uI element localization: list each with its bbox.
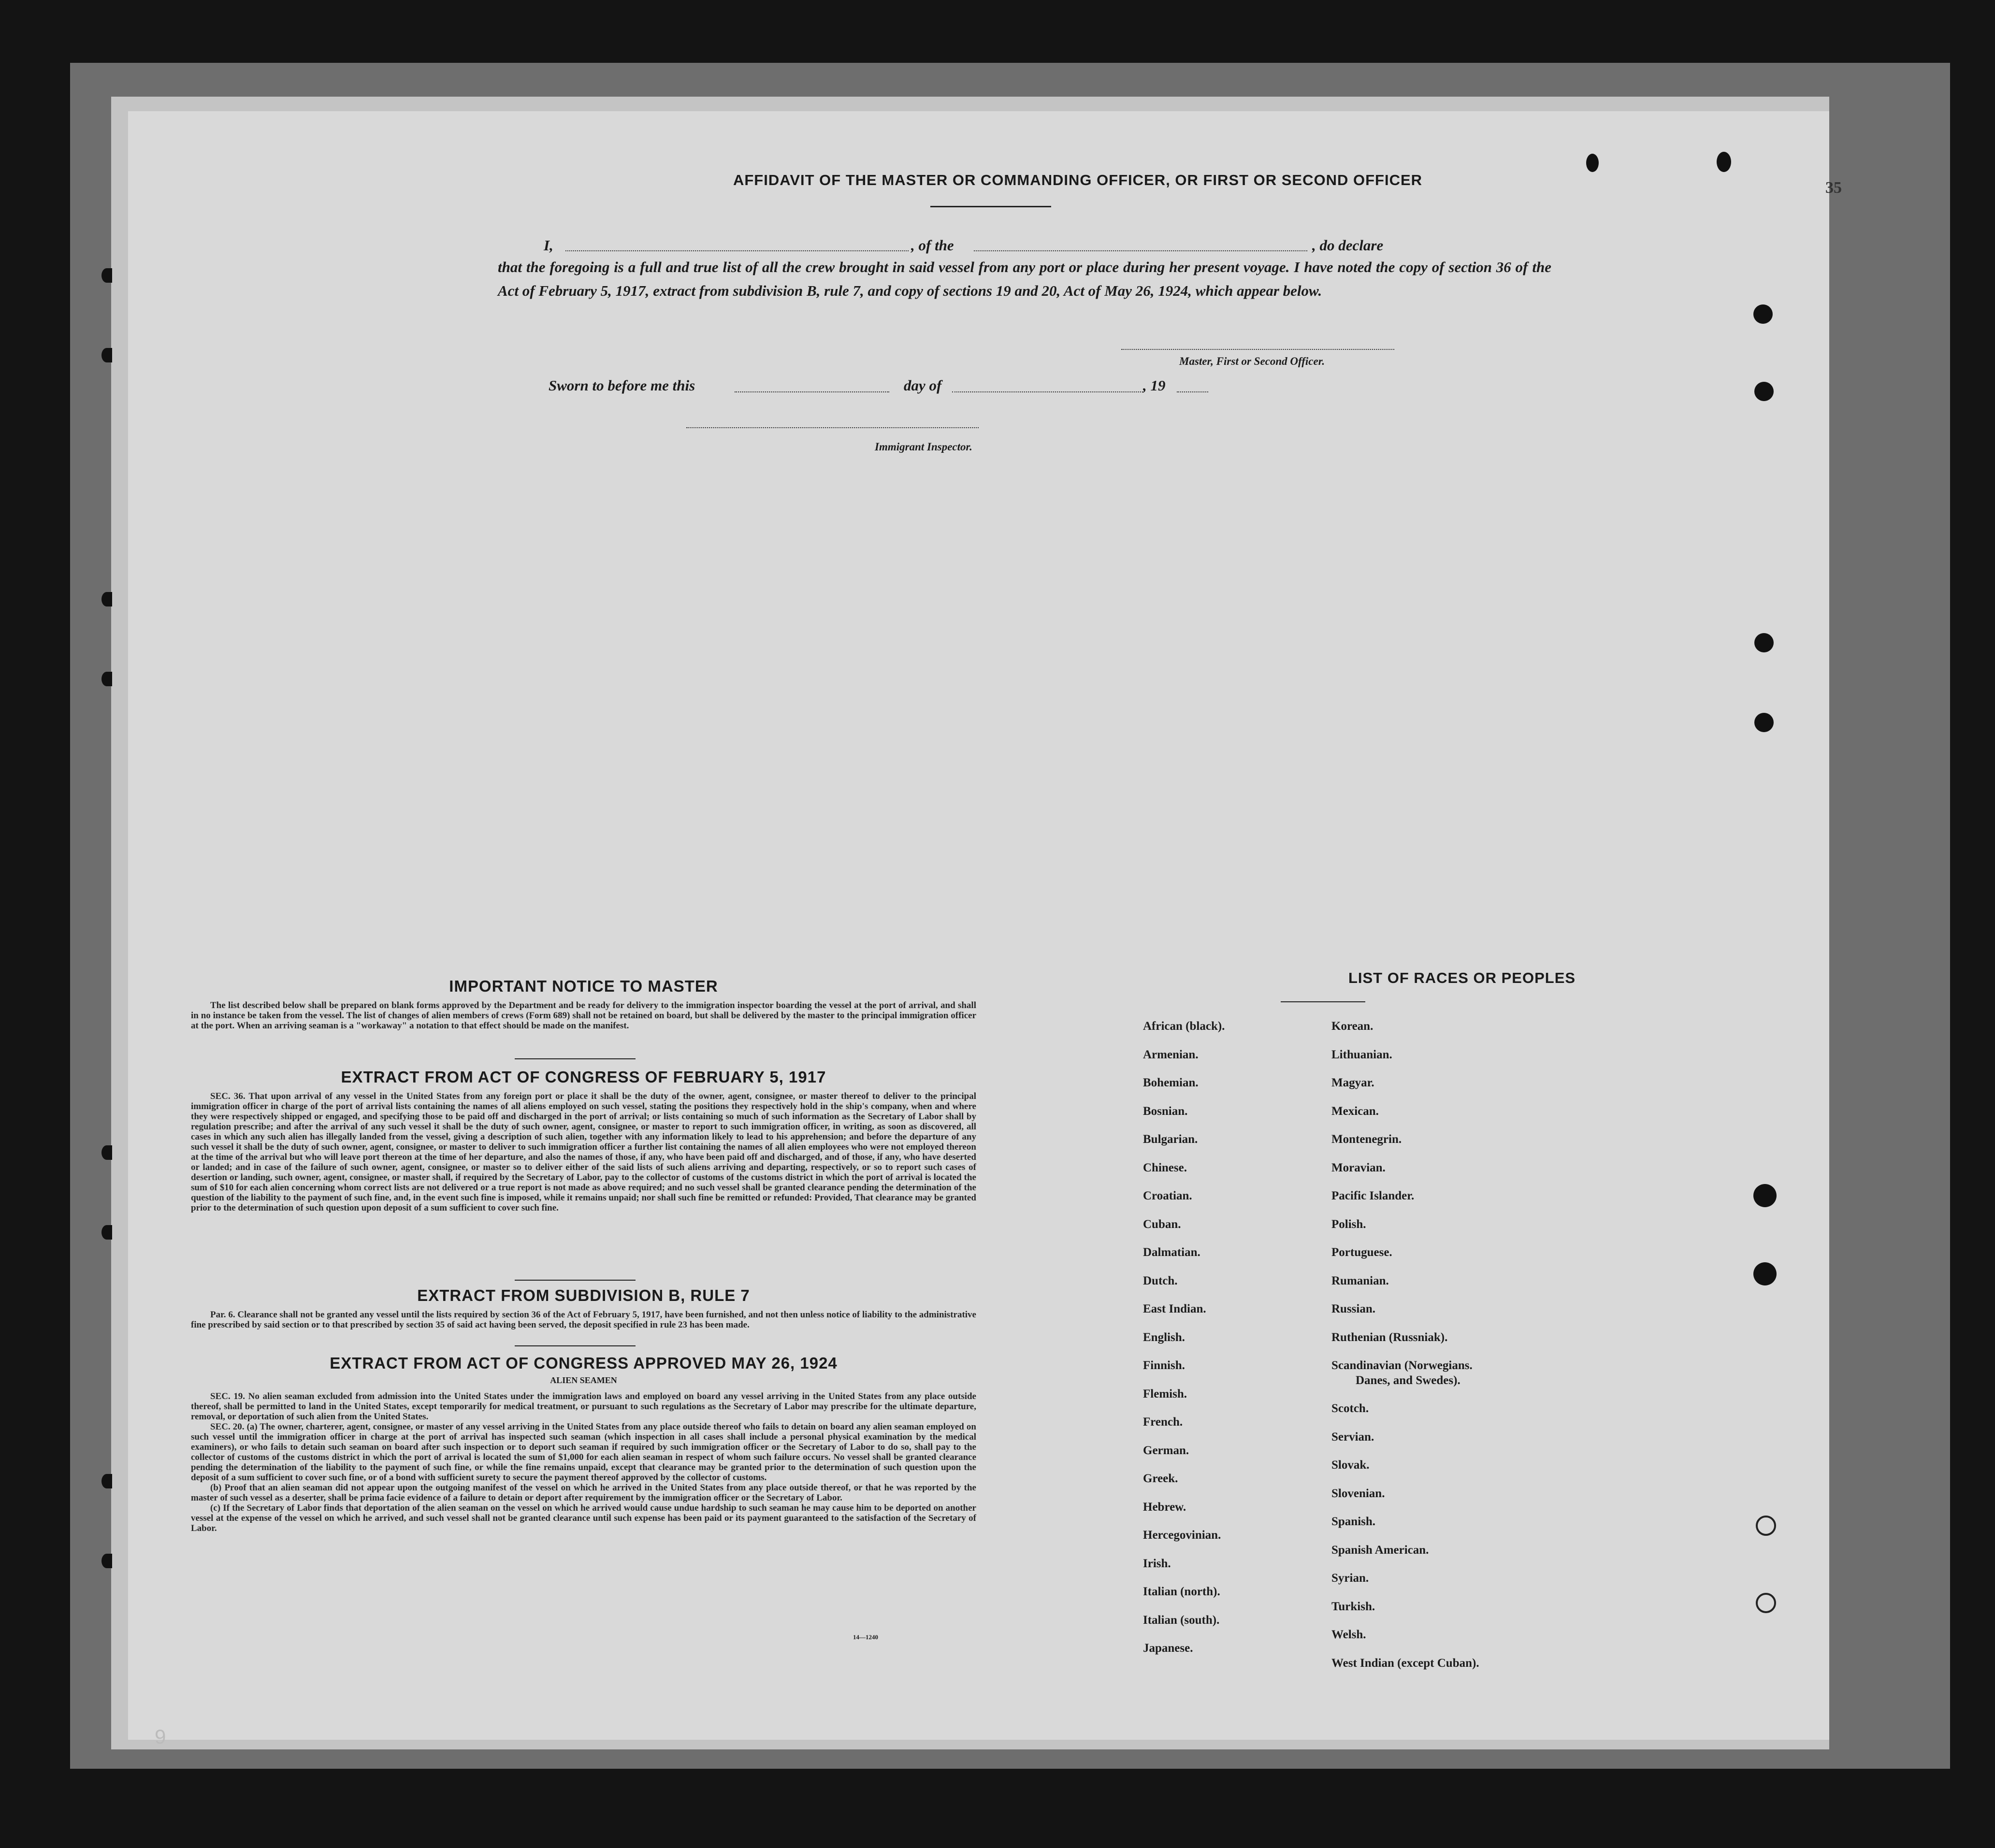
declaration-body: that the foregoing is a full and true list of all the crew brought in said vessel from any port or place during her present voyage. I have noted the copy of section 36 of the Act of February 5, 1917, extract from subdivision B, rule 7, and copy of sections 19 and 20, Act of May 26, 1924, which appear below. (498, 259, 1551, 299)
declaration-i: I, (544, 237, 553, 254)
name-fill-line (565, 250, 909, 251)
notice-title: IMPORTANT NOTICE TO MASTER (449, 977, 718, 995)
races-rule (1281, 1001, 1365, 1002)
race-item: Italian (south). (1143, 1613, 1220, 1627)
race-item: English. (1143, 1330, 1185, 1344)
race-item: West Indian (except Cuban). (1331, 1656, 1479, 1670)
races-title: LIST OF RACES OR PEOPLES (1348, 969, 1576, 986)
race-item: Scotch. (1331, 1402, 1369, 1415)
extract-1924-section (191, 1354, 976, 1533)
race-item: Rumanian. (1331, 1274, 1389, 1287)
race-item: Danes, and Swedes). (1356, 1373, 1460, 1387)
race-item: Chinese. (1143, 1161, 1187, 1174)
race-item: Servian. (1331, 1430, 1374, 1444)
race-item: African (black). (1143, 1020, 1225, 1033)
extract-rule7-paragraph: Par. 6. Clearance shall not be granted any vessel until the lists required by section 36 of the Act of February 5, 1917, have been furnished, and not then unless notice of liability to the administrative fine prescribed by said section or to that prescribed by section 35 of said act having been served, the deposit specified in rule 23 has been made. (191, 1310, 976, 1330)
race-item: East Indian. (1143, 1302, 1206, 1315)
extract-rule7-section (191, 1286, 976, 1330)
race-item: Scandinavian (Norwegians. (1331, 1359, 1473, 1372)
race-item: German. (1143, 1444, 1189, 1457)
race-item: Spanish. (1331, 1515, 1376, 1528)
extract-1924-sec19: SEC. 19. No alien seaman excluded from admission into the United States under the immigration laws and employed on board any vessel arriving in the United States from any place outside thereof, shall be permitted to land in the United States, except temporarily for medical treatment, or pursuant to such regulations as the Secretary of Labor may prescribe for the ultimate departure, removal, or deportation of such alien from the United States. (191, 1391, 976, 1422)
race-item: Bosnian. (1143, 1104, 1188, 1118)
race-item: Irish. (1143, 1557, 1171, 1570)
sworn-year: , 19 (1143, 377, 1166, 394)
extract-1924-subtitle: ALIEN SEAMEN (550, 1375, 617, 1385)
inspector-signature-line (686, 427, 979, 428)
extract-rule7-title: EXTRACT FROM SUBDIVISION B, RULE 7 (417, 1286, 750, 1304)
extract-1924-sec20c: (c) If the Secretary of Labor finds that deportation of the alien seaman on the vessel on which he arrived would cause undue hardship to such seaman he may cause him to be deported on another vessel at the expense of the vessel on which he arrived, and such vessel shall not be granted clearance until such expense has been paid or its payment guaranteed to the satisfaction of the Secretary of Labor. (191, 1503, 976, 1533)
race-item: Korean. (1331, 1020, 1373, 1033)
race-item: Armenian. (1143, 1048, 1199, 1061)
extract-1917-rule (515, 1280, 636, 1281)
extract-rule7-rule (515, 1345, 636, 1346)
race-item: Japanese. (1143, 1642, 1193, 1655)
document-sheet (128, 111, 1842, 1740)
race-item: Moravian. (1331, 1161, 1386, 1174)
race-item: Pacific Islander. (1331, 1189, 1415, 1202)
master-signature-label: Master, First or Second Officer. (1179, 355, 1325, 367)
vessel-fill-line (974, 250, 1307, 251)
race-item: Polish. (1331, 1217, 1366, 1231)
declaration-do-declare: , do declare (1312, 237, 1384, 254)
extract-rule7-text (191, 1310, 976, 1330)
race-item: Montenegrin. (1331, 1133, 1402, 1146)
race-item: Hercegovinian. (1143, 1529, 1221, 1542)
page-corner-number: 35 (1825, 179, 1842, 197)
race-item: Croatian. (1143, 1189, 1192, 1202)
title-rule (930, 206, 1051, 207)
race-item: Portuguese. (1331, 1246, 1392, 1259)
race-item: Welsh. (1331, 1628, 1366, 1641)
notice-text (191, 1000, 976, 1031)
race-item: Bohemian. (1143, 1076, 1199, 1089)
race-item: Dutch. (1143, 1274, 1178, 1287)
extract-1924-title: EXTRACT FROM ACT OF CONGRESS APPROVED MAY 26, 1924 (330, 1354, 838, 1372)
race-item: Syrian. (1331, 1572, 1369, 1585)
race-item: Dalmatian. (1143, 1246, 1200, 1259)
affidavit-title: AFFIDAVIT OF THE MASTER OR COMMANDING OFFICER, OR FIRST OR SECOND OFFICER (733, 172, 1423, 188)
notice-paragraph: The list described below shall be prepared on blank forms approved by the Department and be ready for delivery to the immigration inspector boarding the vessel at the port of arrival, and shall in no instance be taken from the vessel. The list of changes of alien members of crews (Form 689) shall not be retained on board, but shall be delivered by the master to the principal immigration officer at the port. When an arriving seaman is a "workaway" a notation to that effect should be made on the manifest. (191, 1000, 976, 1031)
form-number: 14—1240 (853, 1633, 878, 1641)
notice-rule (515, 1058, 636, 1059)
race-item: Ruthenian (Russniak). (1331, 1330, 1448, 1344)
race-item: Turkish. (1331, 1600, 1375, 1613)
race-item: Slovenian. (1331, 1487, 1385, 1500)
race-item: Mexican. (1331, 1104, 1379, 1118)
sworn-day-of: day of (904, 377, 942, 394)
race-item: Bulgarian. (1143, 1133, 1198, 1146)
corner-handwritten-mark: 9 (155, 1725, 166, 1748)
race-item: Spanish American. (1331, 1543, 1429, 1557)
extract-1924-sec20a: SEC. 20. (a) The owner, charterer, agent, consignee, or master of any vessel arriving in the United States from any place outside thereof who fails to detain on board any alien seaman employed on such vessel until the immigration officer in charge at the port of arrival has inspected such seaman (which inspection in all cases shall include a personal physical examination by the medical examiners), or who fails to detain such seaman on board after such inspection or to deport such seaman if required by such immigration officer or the Secretary of Labor to do so, shall pay to the collector of customs of the customs district in which the port of arrival is located the sum of $1,000 for each alien seaman in respect of whom such failure occurs. No vessel shall be granted clearance pending the determination of the liability to the payment of such fine, or while the fine remains unpaid, except that clearance may be granted prior to the determination of such question upon the deposit of a sum sufficient to cover such fine, or of a bond with sufficient surety to secure the payment thereof approved by the collector of customs. (191, 1422, 976, 1483)
extract-1917-paragraph: SEC. 36. That upon arrival of any vessel in the United States from any foreign port or place it shall be the duty of the owner, agent, consignee, or master thereof to deliver to the principal immigration officer in charge of the port of arrival lists containing the names of all aliens employed on such vessel, stating the positions they respectively hold in the ship's company, when and where they were respectively shipped or engaged, and specifying those to be paid off and discharged in the port of arrival; or lists containing so much of such information as the Secretary of Labor shall by regulation prescribe; and after the arrival of any such vessel it shall be the duty of such owner, agent, consignee, or master to report to such immigration officer, in writing, as soon as discovered, all cases in which any such alien has illegally landed from the vessel, giving a description of such alien, together with any information likely to lead to his apprehension; and before the departure of any such vessel it shall be the duty of such owner, agent, consignee, or master to deliver to such immigration officer a further list containing the names of all alien employees who were not employed thereon at the time of the arrival but who will leave port thereon at the time of her departure, and also the names of those, if any, who have been paid off and discharged, and of those, if any, who have deserted or landed; and in case of the failure of such owner, agent, consignee, or master so to deliver either of the said lists of such aliens arriving and departing, respectively, or so to report such cases of desertion or landing, such owner, agent, consignee, or master shall, if required by the Secretary of Labor, pay to the collector of customs of the customs district in which the port of arrival is located the sum of $10 for each alien concerning whom correct lists are not delivered or a true report is not made as above required; and no such vessel shall be granted clearance pending the determination of the question of the liability to the payment of such fine, and, in the event such fine is imposed, while it remains unpaid; nor shall such fine be remitted or refunded: Provided, That clearance may be granted prior to the determination of such question upon deposit of a sum sufficient to cover such fine. (191, 1091, 976, 1213)
master-signature-line (1121, 349, 1394, 350)
sworn-year-fill-line (1177, 391, 1208, 392)
extract-1917-text (191, 1091, 976, 1213)
notice-section (191, 977, 976, 1031)
race-item: French. (1143, 1415, 1183, 1429)
race-item: Finnish. (1143, 1359, 1185, 1372)
sworn-month-fill-line (952, 391, 1143, 392)
race-item: Hebrew. (1143, 1500, 1186, 1514)
race-item: Flemish. (1143, 1387, 1187, 1400)
extract-1924-sec20b: (b) Proof that an alien seaman did not appear upon the outgoing manifest of the vessel on which he arrived in the United States from any place outside thereof, or that he was reported by the master of such vessel as a deserter, shall be prima facie evidence of a failure to detain or deport after requirement by the immigration officer or the Secretary of Labor. (191, 1483, 976, 1503)
race-item: Greek. (1143, 1472, 1178, 1485)
race-item: Italian (north). (1143, 1585, 1220, 1598)
declaration-of-the: , of the (911, 237, 954, 254)
race-item: Lithuanian. (1331, 1048, 1392, 1061)
inspector-label: Immigrant Inspector. (875, 441, 972, 453)
sworn-day-fill-line (735, 391, 889, 392)
extract-1924-text (191, 1391, 976, 1533)
sworn-prefix: Sworn to before me this (549, 377, 695, 394)
race-item: Slovak. (1331, 1458, 1370, 1472)
extract-1917-title: EXTRACT FROM ACT OF CONGRESS OF FEBRUARY 5, 1917 (341, 1068, 826, 1086)
race-item: Cuban. (1143, 1217, 1181, 1231)
race-item: Magyar. (1331, 1076, 1374, 1089)
race-item: Russian. (1331, 1302, 1376, 1315)
extract-1917-section (191, 1068, 976, 1213)
